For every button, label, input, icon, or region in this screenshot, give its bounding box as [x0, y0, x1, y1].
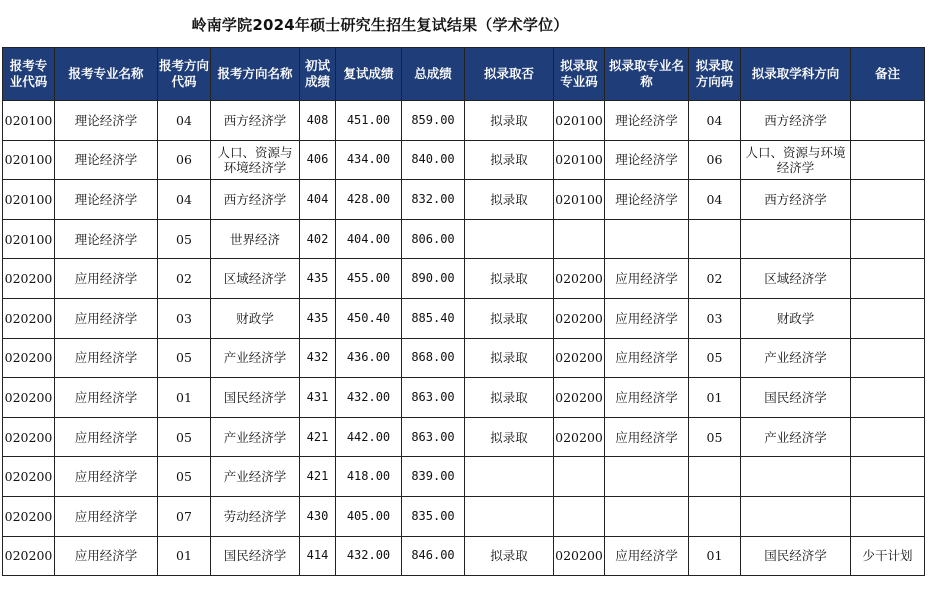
- cell-admitted-direction-name: [741, 219, 851, 259]
- table-row: [3, 378, 925, 418]
- cell-applied-major-name: 理论经济学: [55, 101, 158, 141]
- cell-initial-score: 430: [300, 496, 336, 536]
- cell-admitted-direction-name: 国民经济学: [741, 378, 851, 418]
- header-initial-score: 初试成绩: [300, 48, 336, 101]
- cell-remarks: [851, 338, 925, 378]
- table-row: [3, 417, 925, 457]
- cell-admitted-direction-code: 01: [689, 378, 741, 418]
- cell-applied-direction-code: 05: [158, 417, 211, 457]
- cell-applied-direction-code: 05: [158, 338, 211, 378]
- cell-admitted-major-name: 理论经济学: [605, 101, 689, 141]
- cell-admitted-direction-code: [689, 219, 741, 259]
- cell-admitted-major-code: 020200: [554, 378, 605, 418]
- cell-remarks: [851, 457, 925, 497]
- header-admitted-major-name: 拟录取专业名称: [605, 48, 689, 101]
- cell-admitted-direction-code: 06: [689, 140, 741, 180]
- cell-admitted-direction-code: 04: [689, 101, 741, 141]
- cell-admission-status: [465, 496, 554, 536]
- cell-admitted-direction-name: 西方经济学: [741, 180, 851, 220]
- cell-admitted-direction-name: 国民经济学: [741, 536, 851, 576]
- cell-applied-major-name: 理论经济学: [55, 140, 158, 180]
- cell-admitted-major-code: 020200: [554, 417, 605, 457]
- cell-admitted-major-name: 应用经济学: [605, 259, 689, 299]
- cell-admission-status: 拟录取: [465, 536, 554, 576]
- cell-admitted-major-code: 020200: [554, 536, 605, 576]
- header-applied-major-name: 报考专业名称: [55, 48, 158, 101]
- header-applied-direction-name: 报考方向名称: [211, 48, 300, 101]
- cell-applied-major-name: 应用经济学: [55, 298, 158, 338]
- cell-applied-major-code: 020100: [3, 140, 55, 180]
- header-applied-direction-code: 报考方向代码: [158, 48, 211, 101]
- cell-admission-status: 拟录取: [465, 338, 554, 378]
- cell-retest-score: 404.00: [336, 219, 402, 259]
- cell-admitted-direction-code: [689, 457, 741, 497]
- cell-admitted-direction-name: [741, 457, 851, 497]
- table-row: [3, 180, 925, 220]
- cell-retest-score: 455.00: [336, 259, 402, 299]
- table-row: [3, 140, 925, 180]
- cell-initial-score: 402: [300, 219, 336, 259]
- cell-admitted-major-code: 020200: [554, 298, 605, 338]
- cell-remarks: [851, 219, 925, 259]
- cell-applied-direction-code: 04: [158, 180, 211, 220]
- cell-admission-status: 拟录取: [465, 180, 554, 220]
- cell-initial-score: 406: [300, 140, 336, 180]
- cell-initial-score: 421: [300, 417, 336, 457]
- cell-applied-major-name: 理论经济学: [55, 219, 158, 259]
- cell-admission-status: 拟录取: [465, 259, 554, 299]
- cell-applied-major-name: 应用经济学: [55, 457, 158, 497]
- table-row: [3, 101, 925, 141]
- cell-admitted-direction-code: 02: [689, 259, 741, 299]
- page-title: 岭南学院2024年硕士研究生招生复试结果（学术学位）: [191, 16, 569, 34]
- cell-applied-major-name: 应用经济学: [55, 378, 158, 418]
- cell-applied-direction-code: 02: [158, 259, 211, 299]
- cell-initial-score: 435: [300, 298, 336, 338]
- cell-total-score: 840.00: [402, 140, 465, 180]
- header-applied-major-code: 报考专业代码: [3, 48, 55, 101]
- cell-applied-direction-name: 产业经济学: [211, 457, 300, 497]
- cell-total-score: 885.40: [402, 298, 465, 338]
- cell-admitted-major-code: 020200: [554, 338, 605, 378]
- cell-retest-score: 450.40: [336, 298, 402, 338]
- cell-total-score: 846.00: [402, 536, 465, 576]
- cell-admitted-major-code: 020100: [554, 140, 605, 180]
- table-row: [3, 219, 925, 259]
- cell-retest-score: 442.00: [336, 417, 402, 457]
- cell-admitted-direction-code: 03: [689, 298, 741, 338]
- cell-retest-score: 451.00: [336, 101, 402, 141]
- cell-admission-status: 拟录取: [465, 101, 554, 141]
- cell-applied-major-code: 020200: [3, 338, 55, 378]
- cell-admitted-major-code: 020100: [554, 101, 605, 141]
- cell-admitted-direction-code: 01: [689, 536, 741, 576]
- table-row: [3, 536, 925, 576]
- cell-total-score: 890.00: [402, 259, 465, 299]
- cell-admitted-direction-name: [741, 496, 851, 536]
- cell-applied-direction-name: 人口、资源与环境经济学: [211, 140, 300, 180]
- cell-admission-status: [465, 457, 554, 497]
- cell-total-score: 863.00: [402, 378, 465, 418]
- cell-total-score: 806.00: [402, 219, 465, 259]
- cell-remarks: 少干计划: [851, 536, 925, 576]
- cell-admitted-direction-code: 04: [689, 180, 741, 220]
- table-row: [3, 338, 925, 378]
- cell-total-score: 868.00: [402, 338, 465, 378]
- cell-admitted-major-code: 020200: [554, 259, 605, 299]
- cell-applied-direction-code: 04: [158, 101, 211, 141]
- header-remarks: 备注: [851, 48, 925, 101]
- cell-applied-major-code: 020200: [3, 417, 55, 457]
- cell-applied-direction-code: 06: [158, 140, 211, 180]
- cell-total-score: 859.00: [402, 101, 465, 141]
- cell-applied-direction-code: 05: [158, 457, 211, 497]
- table-body: [3, 101, 925, 576]
- cell-retest-score: 432.00: [336, 378, 402, 418]
- cell-applied-major-code: 020200: [3, 536, 55, 576]
- cell-retest-score: 418.00: [336, 457, 402, 497]
- cell-total-score: 839.00: [402, 457, 465, 497]
- cell-initial-score: 404: [300, 180, 336, 220]
- cell-admitted-major-name: 应用经济学: [605, 378, 689, 418]
- cell-applied-direction-name: 西方经济学: [211, 180, 300, 220]
- cell-applied-direction-code: 01: [158, 378, 211, 418]
- cell-applied-direction-name: 财政学: [211, 298, 300, 338]
- cell-remarks: [851, 101, 925, 141]
- cell-initial-score: 408: [300, 101, 336, 141]
- cell-admitted-major-code: [554, 219, 605, 259]
- cell-applied-major-name: 应用经济学: [55, 417, 158, 457]
- cell-retest-score: 436.00: [336, 338, 402, 378]
- cell-remarks: [851, 298, 925, 338]
- cell-admitted-direction-name: 产业经济学: [741, 338, 851, 378]
- cell-remarks: [851, 417, 925, 457]
- cell-applied-major-code: 020200: [3, 496, 55, 536]
- cell-applied-major-code: 020100: [3, 219, 55, 259]
- cell-applied-direction-name: 国民经济学: [211, 378, 300, 418]
- cell-applied-major-name: 理论经济学: [55, 180, 158, 220]
- header-total-score: 总成绩: [402, 48, 465, 101]
- cell-applied-major-name: 应用经济学: [55, 259, 158, 299]
- cell-applied-direction-code: 05: [158, 219, 211, 259]
- cell-total-score: 863.00: [402, 417, 465, 457]
- cell-applied-major-code: 020200: [3, 298, 55, 338]
- cell-applied-direction-name: 劳动经济学: [211, 496, 300, 536]
- cell-admitted-direction-name: 人口、资源与环境经济学: [741, 140, 851, 180]
- cell-admission-status: 拟录取: [465, 298, 554, 338]
- cell-admitted-major-name: 应用经济学: [605, 298, 689, 338]
- cell-total-score: 835.00: [402, 496, 465, 536]
- cell-initial-score: 431: [300, 378, 336, 418]
- cell-admitted-major-name: 应用经济学: [605, 417, 689, 457]
- cell-initial-score: 414: [300, 536, 336, 576]
- cell-applied-direction-name: 国民经济学: [211, 536, 300, 576]
- header-admitted-major-code: 拟录取专业码: [554, 48, 605, 101]
- cell-admitted-major-code: [554, 457, 605, 497]
- table-row: [3, 457, 925, 497]
- cell-applied-direction-name: 西方经济学: [211, 101, 300, 141]
- cell-applied-direction-name: 产业经济学: [211, 338, 300, 378]
- cell-remarks: [851, 140, 925, 180]
- cell-initial-score: 435: [300, 259, 336, 299]
- cell-remarks: [851, 496, 925, 536]
- cell-retest-score: 432.00: [336, 536, 402, 576]
- cell-initial-score: 432: [300, 338, 336, 378]
- cell-admission-status: [465, 219, 554, 259]
- cell-admitted-direction-code: [689, 496, 741, 536]
- cell-remarks: [851, 180, 925, 220]
- cell-admitted-major-name: [605, 457, 689, 497]
- cell-admitted-major-name: 理论经济学: [605, 180, 689, 220]
- cell-applied-major-code: 020200: [3, 457, 55, 497]
- cell-retest-score: 405.00: [336, 496, 402, 536]
- cell-admitted-direction-name: 区域经济学: [741, 259, 851, 299]
- cell-admitted-direction-name: 财政学: [741, 298, 851, 338]
- table-row: [3, 259, 925, 299]
- cell-admitted-direction-name: 西方经济学: [741, 101, 851, 141]
- cell-admission-status: 拟录取: [465, 417, 554, 457]
- cell-admitted-major-code: [554, 496, 605, 536]
- cell-applied-major-name: 应用经济学: [55, 338, 158, 378]
- cell-admitted-major-name: 应用经济学: [605, 536, 689, 576]
- cell-admitted-major-name: 应用经济学: [605, 338, 689, 378]
- cell-applied-direction-name: 产业经济学: [211, 417, 300, 457]
- cell-applied-direction-code: 07: [158, 496, 211, 536]
- header-admitted-direction-code: 拟录取方向码: [689, 48, 741, 101]
- header-admission-status: 拟录取否: [465, 48, 554, 101]
- cell-admitted-direction-code: 05: [689, 417, 741, 457]
- cell-applied-major-code: 020100: [3, 180, 55, 220]
- cell-applied-major-name: 应用经济学: [55, 536, 158, 576]
- cell-admitted-major-name: [605, 219, 689, 259]
- cell-admitted-major-name: [605, 496, 689, 536]
- cell-retest-score: 434.00: [336, 140, 402, 180]
- cell-total-score: 832.00: [402, 180, 465, 220]
- cell-admitted-direction-name: 产业经济学: [741, 417, 851, 457]
- cell-admission-status: 拟录取: [465, 378, 554, 418]
- cell-applied-major-code: 020100: [3, 101, 55, 141]
- cell-admission-status: 拟录取: [465, 140, 554, 180]
- cell-applied-direction-code: 03: [158, 298, 211, 338]
- cell-applied-major-name: 应用经济学: [55, 496, 158, 536]
- cell-applied-major-code: 020200: [3, 378, 55, 418]
- cell-admitted-major-code: 020100: [554, 180, 605, 220]
- table-row: [3, 298, 925, 338]
- header-row: [3, 48, 925, 101]
- cell-admitted-major-name: 理论经济学: [605, 140, 689, 180]
- cell-applied-direction-name: 世界经济: [211, 219, 300, 259]
- header-admitted-direction-name: 拟录取学科方向: [741, 48, 851, 101]
- cell-applied-major-code: 020200: [3, 259, 55, 299]
- cell-remarks: [851, 378, 925, 418]
- cell-remarks: [851, 259, 925, 299]
- table-row: [3, 496, 925, 536]
- cell-admitted-direction-code: 05: [689, 338, 741, 378]
- cell-applied-direction-code: 01: [158, 536, 211, 576]
- cell-initial-score: 421: [300, 457, 336, 497]
- header-retest-score: 复试成绩: [336, 48, 402, 101]
- admission-results-table: [2, 47, 925, 576]
- cell-retest-score: 428.00: [336, 180, 402, 220]
- cell-applied-direction-name: 区域经济学: [211, 259, 300, 299]
